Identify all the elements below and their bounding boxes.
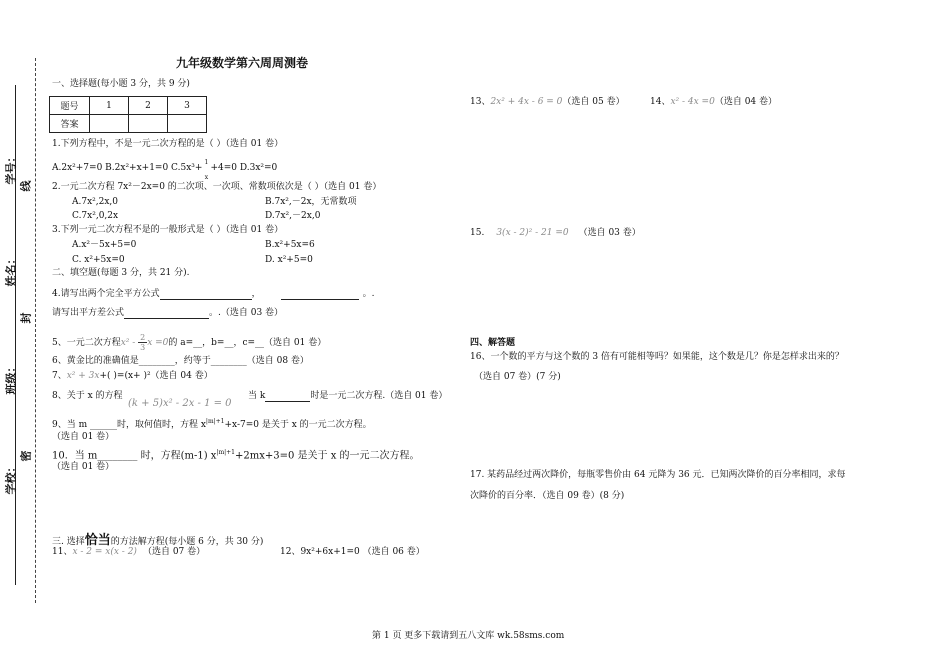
section-3-text-a: 三. 选择	[52, 537, 85, 547]
q10-sup: |m|+1	[216, 449, 235, 456]
q8-text-b: 当 k	[248, 391, 266, 401]
q11-text-a: 11、	[52, 547, 73, 557]
q12: 12、9x²+6x+1=0 （选自 06 卷）	[280, 547, 425, 557]
q2-option-d: D.7x²,－2x,0	[265, 211, 321, 221]
section-3-emphasis: 恰当	[84, 533, 111, 548]
section-1-heading: 一、选择题(每小题 3 分，共 9 分)	[52, 79, 190, 89]
q8-blank[interactable]	[265, 392, 310, 402]
q5	[52, 333, 326, 352]
q15-text-a: 15.	[470, 228, 485, 238]
q5-text-a: 5、一元二次方程	[52, 338, 121, 348]
table-cell: 2	[129, 97, 168, 115]
table-cell: 3	[168, 97, 207, 115]
q4-sep: ，	[251, 289, 261, 299]
q1-options-tail: +4=0 D.3x²=0	[210, 163, 278, 173]
q5-math-2: x =0	[147, 338, 169, 348]
q7-math: x² + 3x	[66, 371, 100, 381]
q7-text-b: +( )=(x+ )²（选自 04 卷）	[99, 371, 213, 381]
q17-line-1: 17. 某药品经过两次降价，每瓶零售价由 64 元降为 36 元．已知两次降价的百分率相同，求每	[470, 470, 846, 480]
q13	[470, 97, 625, 108]
answer-cell[interactable]	[168, 115, 207, 133]
q4-end-2: 。.（选自 03 卷）	[209, 308, 284, 318]
q13-math: 2x² + 4x - 6 = 0	[490, 97, 563, 107]
q3-option-b: B.x²+5x=6	[265, 240, 315, 250]
q7	[52, 371, 213, 382]
section-4-heading: 四、解答题	[470, 338, 516, 348]
q15-text-b: （选自 03 卷）	[578, 228, 641, 238]
q17-line-2: 次降价的百分率．（选自 09 卷）(8 分)	[470, 491, 625, 501]
q13-text-a: 13、	[470, 97, 491, 107]
q13-text-b: （选自 05 卷）	[562, 97, 625, 107]
q11-text-b: （选自 07 卷）	[142, 547, 206, 557]
table-cell: 1	[90, 97, 129, 115]
q16-line-2: （选自 07 卷）(7 分)	[474, 372, 561, 382]
q14	[650, 97, 777, 108]
q14-text-b: （选自 04 卷）	[714, 97, 778, 107]
q9-line-2: （选自 01 卷）	[52, 432, 115, 442]
q10-line-2: （选自 01 卷）	[52, 462, 115, 472]
q9-text: 9、当 m ______时，取何值时，方程 x	[52, 420, 206, 430]
school-label: 学校：	[4, 461, 18, 495]
q4-blank-1[interactable]	[160, 290, 252, 300]
q5-fraction	[138, 333, 147, 352]
margin-feng-label: 封	[19, 312, 33, 324]
q8-math: (k + 5)x² - 2x - 1 = 0	[128, 398, 232, 409]
section-2-heading: 二、填空题(每题 3 分，共 21 分).	[52, 268, 190, 278]
q5-frac-top: 2	[140, 333, 146, 342]
margin-mi-label: 密	[19, 450, 33, 462]
table-cell: 答案	[50, 115, 90, 133]
q9-line-1	[52, 418, 372, 431]
q1-stem: 1.下列方程中，不是一元二次方程的是（ ）（选自 01 卷）	[52, 139, 284, 149]
q5-math: x² -	[120, 338, 139, 348]
binding-dashed-line	[35, 58, 36, 603]
q15	[470, 228, 641, 239]
q10-tail: +2mx+3=0 是关于 x 的一元二次方程。	[235, 450, 420, 462]
q5-text-b: 的 a=__，b=__，c=__（选自 01 卷）	[168, 338, 327, 348]
q4-text-1: 4.请写出两个完全平方公式	[52, 289, 160, 299]
q14-math: x² - 4x =0	[670, 97, 715, 107]
q9-sup: |m|+1	[205, 418, 225, 425]
q4-line-1	[52, 289, 374, 300]
margin-xian-label: 线	[19, 180, 33, 192]
page-title: 九年级数学第六周周测卷	[176, 56, 309, 70]
q9-tail: +x-7=0 是关于 x 的一元二次方程。	[224, 420, 372, 430]
q11	[52, 547, 205, 558]
q11-math: x - 2 = x(x - 2)	[72, 547, 137, 557]
q4-blank-2[interactable]	[281, 290, 359, 300]
q2-option-b: B.7x²,－2x，无常数项	[265, 197, 357, 207]
table-row	[50, 97, 207, 115]
answer-cell[interactable]	[90, 115, 129, 133]
name-label: 姓名：	[4, 253, 18, 287]
q10-text: 10．当 m________ 时，方程(m-1) x	[52, 450, 217, 462]
q8-text-c: 时是一元二次方程.（选自 01 卷）	[310, 391, 448, 401]
q8-label: 8、关于 x 的方程	[52, 391, 123, 401]
q2-option-a: A.7x²,2x,0	[72, 197, 119, 207]
q7-text-a: 7、	[52, 371, 67, 381]
student-no-label: 学号：	[4, 151, 18, 185]
q6: 6、黄金比的准确值是________，约等于________（选自 08 卷）	[52, 356, 309, 366]
q4-text-2: 请写出平方差公式	[52, 308, 125, 318]
class-label: 班级：	[4, 361, 18, 395]
q1-frac-bottom: x	[204, 174, 209, 181]
section-3-text-b: 的方法解方程(每小题 6 分，共 30 分)	[110, 537, 264, 547]
q8-text	[248, 391, 447, 402]
page-footer: 第 1 页 更多下载请到五八文库 wk.58sms.com	[372, 631, 565, 641]
q3-option-d: D. x²+5=0	[265, 255, 313, 265]
table-row	[50, 115, 207, 133]
answer-cell[interactable]	[129, 115, 168, 133]
q4-line-2	[52, 308, 283, 319]
q10-line-1	[52, 449, 420, 462]
answer-table	[49, 96, 207, 133]
q2-stem: 2.一元二次方程 7x²－2x=0 的二次项、一次项、常数项依次是（ ）（选自 01 卷）	[52, 182, 382, 192]
q16-line-1: 16、一个数的平方与这个数的 3 倍有可能相等吗？如果能，这个数是几？你是怎样求出来的？	[470, 352, 844, 362]
q15-math: 3(x - 2)² - 21 =0	[496, 228, 569, 238]
q3-option-c: C. x²+5x=0	[72, 255, 125, 265]
q1-options	[52, 159, 278, 181]
table-cell: 题号	[50, 97, 90, 115]
q1-options-text: A.2x²+7=0 B.2x²+x+1=0 C.5x³+	[52, 163, 203, 173]
q3-option-a: A.x²－5x+5=0	[72, 240, 137, 250]
q14-text-a: 14、	[650, 97, 671, 107]
q3-stem: 3.下列一元二次方程不是的一般形式是（ ）（选自 01 卷）	[52, 225, 284, 235]
q1-frac-top: 1	[202, 159, 210, 168]
q4-blank-3[interactable]	[124, 309, 209, 319]
q2-option-c: C.7x²,0,2x	[72, 211, 119, 221]
q4-end-1: 。.	[362, 289, 375, 299]
q5-frac-bottom: 3	[140, 343, 146, 352]
